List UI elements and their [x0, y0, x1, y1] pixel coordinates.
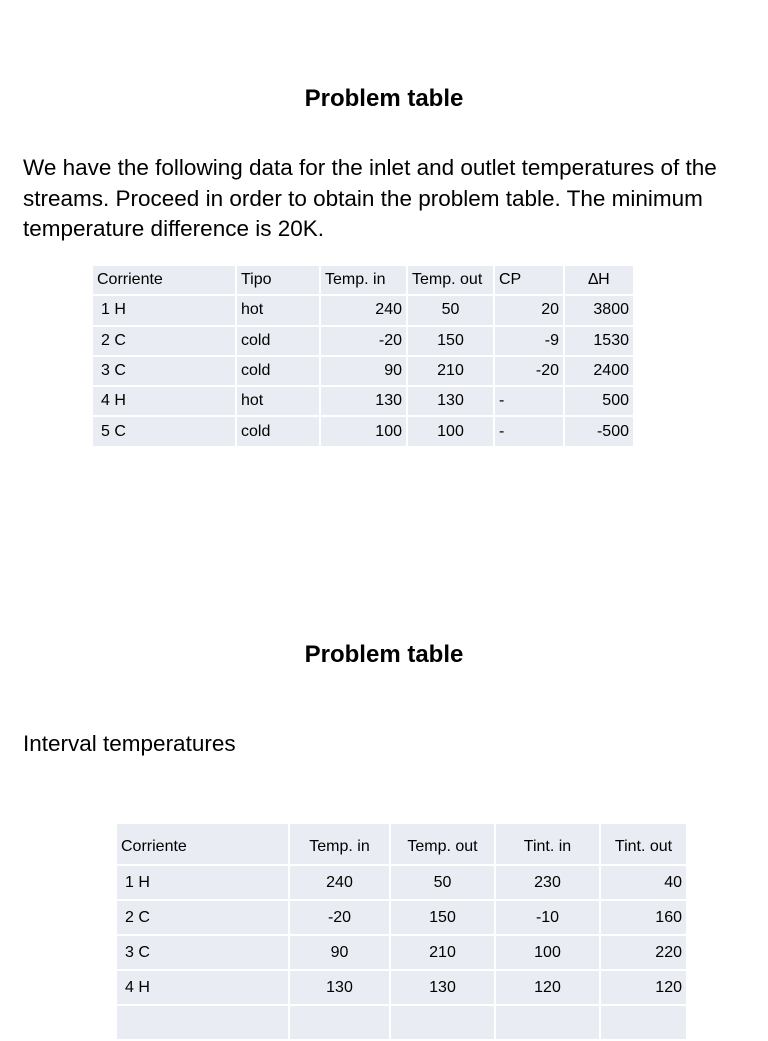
- table-row: [92, 386, 634, 416]
- cell-corriente: 5 C: [92, 416, 236, 446]
- cell-temp-out: 100: [407, 416, 494, 446]
- table-row: [116, 970, 687, 1005]
- cell-delta-h: 2400: [564, 356, 634, 386]
- cell-corriente: 1 H: [92, 295, 236, 325]
- cell-tint-in: 100: [495, 935, 600, 970]
- cell-tint-out: [600, 1005, 687, 1040]
- cell-tint-out: 120: [600, 970, 687, 1005]
- cell-tipo: hot: [236, 295, 320, 325]
- table-header-row: [116, 823, 687, 865]
- intro-paragraph: We have the following data for the inlet and outlet temperatures of the streams. Proceed in order to obtain the problem table. The minimum temperature difference is 20K.: [23, 155, 717, 241]
- cell-temp-in: 90: [320, 356, 407, 386]
- cell-temp-out: 210: [390, 935, 495, 970]
- cell-tint-out: 220: [600, 935, 687, 970]
- header-cp: CP: [494, 265, 564, 295]
- table-row: [116, 900, 687, 935]
- cell-temp-out: [390, 1005, 495, 1040]
- cell-temp-out: 210: [407, 356, 494, 386]
- cell-temp-in: 100: [320, 416, 407, 446]
- cell-cp: -9: [494, 326, 564, 356]
- header-temp-out: Temp. out: [407, 265, 494, 295]
- header-tint-out: Tint. out: [600, 823, 687, 865]
- cell-delta-h: 500: [564, 386, 634, 416]
- header-temp-out: Temp. out: [390, 823, 495, 865]
- cell-temp-out: 150: [390, 900, 495, 935]
- header-temp-in: Temp. in: [320, 265, 407, 295]
- cell-temp-in: 240: [289, 865, 390, 900]
- cell-temp-in: 130: [289, 970, 390, 1005]
- cell-tint-out: 160: [600, 900, 687, 935]
- cell-temp-out: 150: [407, 326, 494, 356]
- header-tipo: Tipo: [236, 265, 320, 295]
- cell-tint-in: -10: [495, 900, 600, 935]
- cell-tipo: cold: [236, 356, 320, 386]
- cell-temp-out: 50: [390, 865, 495, 900]
- table-row: [92, 356, 634, 386]
- section-title: Problem table: [304, 641, 464, 668]
- cell-corriente: 2 C: [92, 326, 236, 356]
- cell-temp-in: 240: [320, 295, 407, 325]
- header-temp-in: Temp. in: [289, 823, 390, 865]
- table-header-row: [92, 265, 634, 295]
- cell-corriente: [116, 1005, 289, 1040]
- streams-data-table: [91, 264, 635, 448]
- cell-temp-in: [289, 1005, 390, 1040]
- cell-cp: -: [494, 386, 564, 416]
- header-tint-in: Tint. in: [495, 823, 600, 865]
- cell-delta-h: 3800: [564, 295, 634, 325]
- cell-tipo: cold: [236, 326, 320, 356]
- interval-temperatures-table: [115, 822, 688, 1041]
- cell-cp: -20: [494, 356, 564, 386]
- header-delta-h: ∆H: [564, 265, 634, 295]
- cell-tipo: cold: [236, 416, 320, 446]
- cell-temp-in: -20: [289, 900, 390, 935]
- cell-corriente: 2 C: [116, 900, 289, 935]
- cell-tint-in: 120: [495, 970, 600, 1005]
- table-row: [116, 935, 687, 970]
- cell-tint-in: 230: [495, 865, 600, 900]
- cell-delta-h: 1530: [564, 326, 634, 356]
- cell-delta-h: -500: [564, 416, 634, 446]
- cell-temp-in: -20: [320, 326, 407, 356]
- cell-corriente: 4 H: [116, 970, 289, 1005]
- cell-corriente: 3 C: [92, 356, 236, 386]
- cell-corriente: 1 H: [116, 865, 289, 900]
- header-corriente: Corriente: [92, 265, 236, 295]
- cell-temp-out: 50: [407, 295, 494, 325]
- header-corriente: Corriente: [116, 823, 289, 865]
- cell-tint-in: [495, 1005, 600, 1040]
- cell-tipo: hot: [236, 386, 320, 416]
- cell-corriente: 3 C: [116, 935, 289, 970]
- table-row: [92, 295, 634, 325]
- table-row: [92, 416, 634, 446]
- table-row: [92, 326, 634, 356]
- page-title: Problem table: [304, 85, 464, 112]
- cell-cp: 20: [494, 295, 564, 325]
- cell-tint-out: 40: [600, 865, 687, 900]
- cell-temp-in: 130: [320, 386, 407, 416]
- cell-cp: -: [494, 416, 564, 446]
- table-row: [116, 865, 687, 900]
- table-row: [116, 1005, 687, 1040]
- cell-temp-out: 130: [407, 386, 494, 416]
- interval-temperatures-heading: Interval temperatures: [23, 731, 236, 756]
- cell-temp-in: 90: [289, 935, 390, 970]
- cell-corriente: 4 H: [92, 386, 236, 416]
- cell-temp-out: 130: [390, 970, 495, 1005]
